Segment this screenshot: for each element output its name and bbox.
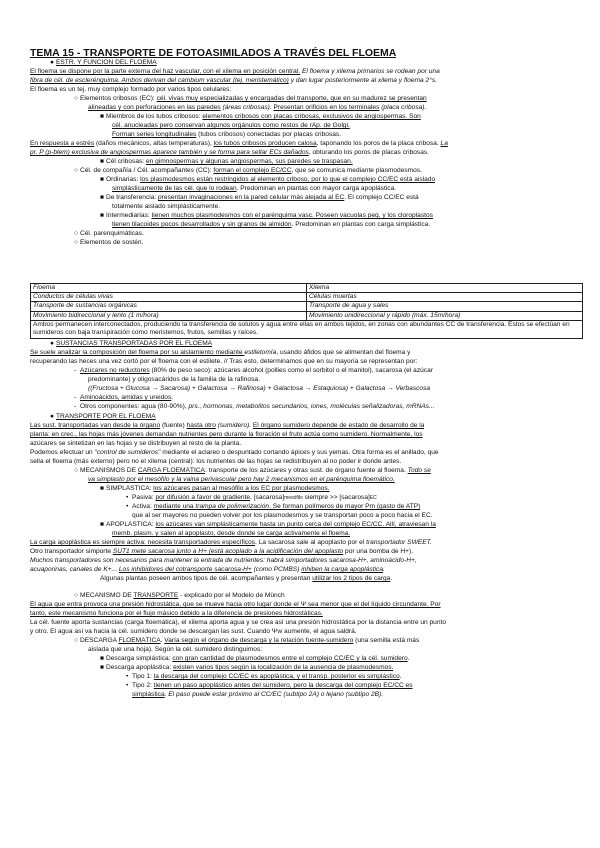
text-line: Otro transportador simporte SUT1 mete sacarosa junto a H+ (está acoplado a la acidificación del apoplasto por una bomba de H+). bbox=[30, 548, 414, 555]
text-line: predominante) y oligosacáridos de la familia de la rafinosa. bbox=[88, 376, 260, 383]
text-line: fibra de cél. de esclerénquima. Ambos derivan del cambium vascular (tej. meristemático) y dan lugar posteriormente al xilema y floema 2°s. bbox=[30, 77, 437, 84]
text-line: planta: en crec., las hojas más jóvenes demandan nutrientes pero durante la floración el fruto actúa como sumidero. Normalmente, los bbox=[30, 431, 423, 438]
dot-bullet-icon: • bbox=[126, 503, 129, 510]
text-line: Muchos transportadores son necesarios para mantener la entrada de nutrientes: habrá simportadores sacarosa-H+, aminoácido-H+, bbox=[30, 557, 417, 564]
square-bullet-icon: ■ bbox=[100, 212, 104, 219]
table-cell: Transporte de sustancias orgánicas bbox=[31, 302, 307, 311]
dot-bullet-icon: • bbox=[126, 494, 129, 501]
list-item: - Aminoácidos, amidas y ureidos. bbox=[74, 394, 174, 401]
table-cell: Movimiento unidireccional y rápido (máx. 15m/hora) bbox=[307, 311, 583, 320]
text-line: La carga apoplástica es siempre activa: necesita transportadores específicos. La sacarosa sale al apoplasto por el transportador SWEET. bbox=[30, 539, 432, 546]
text-line: recuperando las heces una vez cortó por el floema con el estilete. // Tras esto, determinamos que en su mayoría se representan por: bbox=[30, 358, 418, 365]
list-item: ○ DESCARGA FLOEMÁTICA. Varía según el órgano de descarga y la relación fuente-sumidero (una semilla está más bbox=[74, 637, 420, 644]
circle-bullet-icon: ○ bbox=[74, 167, 78, 174]
list-item: ■ Intermediarias: tienen muchos plasmodesmos con el parénquima vasc. Poseen vacuolas peq. y los cloroplastos bbox=[100, 212, 433, 219]
table-cell: Movimiento bidireccional y lento (1 m/hora) bbox=[31, 311, 307, 320]
text-line: totalmente aislado simplásticamente. bbox=[112, 203, 221, 210]
bullet-icon: ● bbox=[50, 59, 54, 66]
table-header-cell: Xilema bbox=[307, 284, 583, 293]
list-item: ■ Cél cribosas: en gimnospermas y algunas angiospermas, sus paredes se traspasan. bbox=[100, 158, 353, 165]
text-line: y otro. El agua así va hacia la cél. sumidero donde se descargan las sust. Cuando Ψw aumente, el agua saldrá. bbox=[30, 628, 357, 635]
list-item: ○ Elementos de sostén. bbox=[74, 239, 144, 246]
dash-bullet-icon: - bbox=[74, 394, 77, 401]
text-line: alineadas y con perforaciones en las paredes (áreas cribosas). Presentan orificios en los terminales (placa cribosa). bbox=[88, 104, 427, 111]
text-line: memb. plasm. y salen al apoplasto, desde donde se carga activamente el floema. bbox=[112, 530, 351, 537]
text-line: El floema se dispone por la parte externa del haz vascular, con el xilema en posición central. El floema y xilema primarios se rodean por una bbox=[30, 68, 440, 75]
square-bullet-icon: ■ bbox=[100, 521, 104, 528]
text-line: azúcares se sintetizan en las hojas y se distribuyen al resto de la planta. bbox=[30, 440, 242, 447]
square-bullet-icon: ■ bbox=[100, 158, 104, 165]
list-item: ■ Miembros de los tubos cribosos: elementos cribosos con placas cribosas, exclusivos de angiospermas. Son bbox=[100, 113, 421, 120]
text-line: tanto, este mecanismo funciona por el flujo másico debido a la diferencia de presiones hidrostáticas. bbox=[30, 610, 323, 617]
list-item: ■ SIMPLÁSTICA: los azúcares pasan al mesófilo a los EC por plasmodesmos. bbox=[100, 485, 330, 492]
formula-line: ((Fructosa + Glucosa → Sacarosa) + Galactosa → Rafinosa) + Galactosa → Estaquiosa) + Galactosa → Verbascosa bbox=[88, 385, 431, 392]
list-item: ■ Ordinarias: los plasmodesmos están restringidos al elemento criboso, por lo que el complejo CC/EC está aislado bbox=[100, 176, 436, 183]
list-item: ■ Descarga apoplástica: existen varios tipos según la localización de la ausencia de plasmodesmos. bbox=[100, 664, 394, 671]
text-line: La cél. fuente aporta sustancias (carga floemática), el xilema aporta agua y se crea así una presión hidrostática por la distancia entre un punto bbox=[30, 619, 447, 626]
dot-bullet-icon: • bbox=[126, 673, 129, 680]
square-bullet-icon: ■ bbox=[100, 113, 104, 120]
list-item: • Tipo 2: tienen un paso apoplástico antes del sumidero, pero la descarga del complejo EC/CC es bbox=[126, 682, 413, 689]
text-line: va simplasto por el mesófilo y la vaina perivascular pero hay 2 mecanismos en el parénquima floemático. bbox=[88, 476, 395, 483]
text-line: El agua que entra provoca una presión hidrostática, que se mueve hacia otro lugar donde el Ψ sea menor que el del líquido circundante. Por bbox=[30, 601, 441, 608]
dot-bullet-icon: • bbox=[126, 682, 129, 689]
text-line: Las sust. transportadas van desde la órgano (fuente) hasta otro (sumidero). El órgano sumidero depende de estado de desarrollo de la bbox=[30, 422, 425, 429]
bullet-icon: ● bbox=[50, 413, 54, 420]
table-cell: Células muertas bbox=[307, 293, 583, 302]
table-header-cell: Floema bbox=[31, 284, 307, 293]
bullet-icon: ● bbox=[50, 340, 54, 347]
text-line: Se suele analizar la composición del floema por su aislamiento mediante estiletomía, usando áfidos que se alimentan del floema y bbox=[30, 349, 411, 356]
table-cell: Conductos de células vivas bbox=[31, 293, 307, 302]
list-item: ○ Elementos cribosos (EC): cél. vivas muy especializadas y encargadas del transporte, que en su madurez se presentan bbox=[74, 95, 427, 102]
text-line: Forman series longitudinales (tubos cribosos) conectadas por placas cribosas. bbox=[112, 131, 342, 138]
list-item: • Tipo 1: la descarga del complejo CC/EC es apoplástica, y el transp. posterior es simplástico. bbox=[126, 673, 402, 680]
text-line: pr. P (p-blem) exclusiva de angiospermas aparece también y se forma para sellar ECs dañados, obturando los poros de placas cribosas. bbox=[30, 149, 430, 156]
text-line: El floema es un tej. muy complejo formado por varios tipos celulares: bbox=[30, 86, 232, 93]
square-bullet-icon: ■ bbox=[100, 194, 104, 201]
section-heading-structure: ● ESTR. Y FUNCIÓN DEL FLOEMA bbox=[50, 59, 157, 66]
list-item: ○ MECANISMO DE TRANSPORTE - explicado por el Modelo de Münch bbox=[74, 592, 285, 599]
text-line: que al ser mayores no pueden volver por los plasmodesmos y se transportan poco a poco hacia el EC. bbox=[132, 512, 433, 519]
text-line: cél. anucleadas pero conservan algunos orgánulos como restos de rAp. de Golgi. bbox=[112, 122, 350, 129]
square-bullet-icon: ■ bbox=[100, 664, 104, 671]
circle-bullet-icon: ○ bbox=[74, 592, 78, 599]
comparison-table bbox=[30, 283, 583, 339]
text-line: Algunas plantas poseen ambos tipos de cél. acompañantes y presentan utilizar los 2 tipos de carga. bbox=[100, 575, 393, 582]
table-row bbox=[31, 293, 583, 302]
list-item: • Pasiva: por difusión a favor de gradiente. [sacarosa]mesófilo siempre >> [sacarosa]EC bbox=[126, 494, 377, 501]
list-item: ○ Cél. de compañía / Cél. acompañantes (CC): forman el complejo EC/CC, que se comunica mediante plasmodesmos. bbox=[74, 167, 422, 174]
circle-bullet-icon: ○ bbox=[74, 95, 78, 102]
text-line: simplástica. El paso puede estar próximo al CC/EC (subtipo 2A) o lejano (subtipo 2B). bbox=[132, 691, 384, 698]
list-item: - Otros componentes: agua (80-90%), prs., hormonas, metabolitos secundarios, iones, moléculas señalizadoras, mRNAs... bbox=[74, 403, 435, 410]
text-line: simplásticamente de las cél. que lo rodean. Predominan en plantas con mayor carga apoplástica. bbox=[112, 185, 397, 192]
circle-bullet-icon: ○ bbox=[74, 239, 78, 246]
square-bullet-icon: ■ bbox=[100, 485, 104, 492]
table-header-row bbox=[31, 284, 583, 293]
list-item: ○ Cél. parenquimáticas. bbox=[74, 230, 144, 237]
section-heading-substances: ● SUSTANCIAS TRANSPORTADAS POR EL FLOEMA bbox=[50, 340, 213, 347]
circle-bullet-icon: ○ bbox=[74, 230, 78, 237]
table-cell: Transporte de agua y sales bbox=[307, 302, 583, 311]
table-row bbox=[31, 320, 583, 338]
square-bullet-icon: ■ bbox=[100, 176, 104, 183]
text-line: Podemos efectuar un "control de sumideros" mediante el aclareo o despuntado cortando ápices y sus yemas. Otra forma es el anillado, que bbox=[30, 449, 439, 456]
text-line: sella el floema (más externo) pero no el xilema (central): los nutrientes de las hojas se redistribuyen al no poder ir donde antes. bbox=[30, 458, 402, 465]
dash-bullet-icon: - bbox=[74, 367, 77, 374]
text-line: aislada que una hoja). Según la cél. sumidero distinguimos: bbox=[88, 646, 263, 653]
square-bullet-icon: ■ bbox=[100, 655, 104, 662]
dash-bullet-icon: - bbox=[74, 403, 77, 410]
page-title: TEMA 15 - TRANSPORTE DE FOTOASIMILADOS A TRAVÉS DEL FLOEMA bbox=[30, 47, 397, 59]
circle-bullet-icon: ○ bbox=[74, 637, 78, 644]
list-item: ■ APOPLÁSTICA: los azúcares van simplásticamente hasta un punto cerca del complejo EC/CC. Allí, atraviesan la bbox=[100, 521, 436, 528]
list-item: - Azúcares no reductores (80% de peso seco): azúcares alcohol (pollies como el sorbitol o el manitol), sacarosa (el azúcar bbox=[74, 367, 433, 374]
table-row bbox=[31, 311, 583, 320]
list-item: ○ MECANISMOS DE CARGA FLOEMÁTICA: transporte de los azúcares y otras sust. de órgano fuente al floema. Todo se bbox=[74, 467, 431, 474]
list-item: • Activa: mediante una trampa de polimerización. Se forman polímeros de mayor Pm (gasto de ATP) bbox=[126, 503, 421, 510]
table-note-cell: Ambos permanecen interconectados, produciendo la transferencia de solutos y agua entre ellas en ambos tejidos, en zonas con abundantes CC de transferencia. Éstos se efectúan en sumideros con baja transpiración como meristemos, frutos, semillas y raíces. bbox=[31, 320, 583, 338]
text-line: En respuesta a estrés (daños mecánicos, altas temperaturas), los tubos cribosos producen calosa, taponando los poros de la placa cribosa. La bbox=[30, 140, 448, 147]
list-item: ■ Descarga simplástica: con gran cantidad de plasmodesmos entre el complejo CC/EC y la cél. sumidero. bbox=[100, 655, 410, 662]
circle-bullet-icon: ○ bbox=[74, 467, 78, 474]
text-line: tienen tilacoides pocos desarrollados y sin granos de almidón. Predominan en plantas con carga simplástica. bbox=[112, 221, 431, 228]
text-line: acuaporinas, canales de K+... Los inhibidores del cotransporte sacarosa-H+ (como PCMBS) inhiben la carga apoplástica. bbox=[30, 566, 385, 573]
section-heading-transport: ● TRANSPORTE POR EL FLOEMA bbox=[50, 413, 156, 420]
table-row bbox=[31, 302, 583, 311]
list-item: ■ De transferencia: presentan invaginaciones en la pared celular más alejada al EC. El complejo CC/EC está bbox=[100, 194, 419, 201]
